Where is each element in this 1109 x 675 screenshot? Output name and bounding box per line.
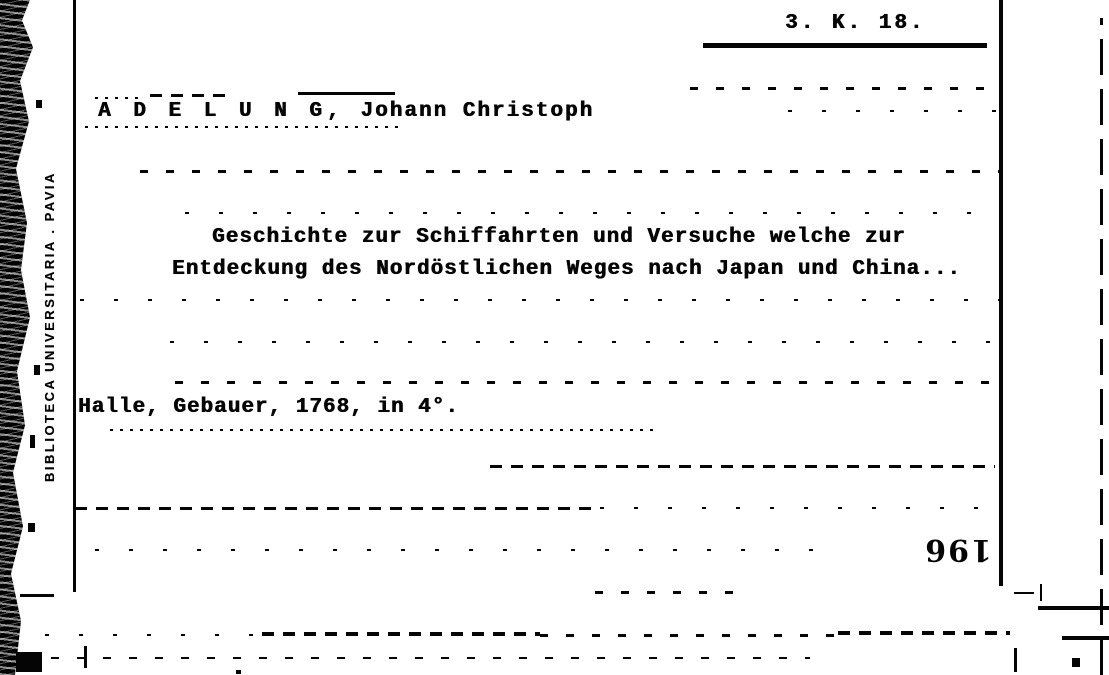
guide-line	[110, 429, 660, 431]
heading-overbar	[95, 97, 145, 99]
edge-artifact	[540, 634, 838, 637]
ink-speck	[16, 652, 42, 672]
heading-underline	[85, 126, 400, 128]
title-line-2: Entdeckung des Nordöstlichen Weges nach Japan und China...	[172, 258, 961, 281]
edge-artifact	[25, 657, 810, 659]
guide-line	[140, 170, 1000, 173]
guide-line	[595, 591, 750, 594]
edge-artifact	[20, 594, 54, 597]
edge-artifact	[1040, 584, 1042, 601]
edge-artifact	[1038, 606, 1109, 610]
title-line-1: Geschichte zur Schiffahrten und Versuche welche zur	[212, 226, 906, 249]
ink-speck	[34, 365, 40, 375]
author-surname: A D E L U N G,	[98, 100, 345, 123]
guide-line	[170, 341, 1000, 343]
call-number: 3. K. 18.	[785, 12, 926, 35]
ink-speck	[28, 523, 35, 532]
card-left-rule	[73, 0, 76, 592]
author-heading	[98, 100, 594, 123]
guide-line	[95, 549, 835, 551]
guide-line	[75, 507, 595, 510]
call-number-underline	[703, 43, 987, 48]
ink-speck	[1072, 658, 1080, 667]
heading-overbar	[298, 92, 395, 95]
library-stamp: BIBLIOTECA UNIVERSITARIA . PAVIA	[42, 171, 57, 482]
edge-artifact	[45, 634, 260, 636]
adjacent-card-edge	[1100, 18, 1103, 675]
guide-line	[185, 212, 1000, 214]
edge-artifact	[838, 631, 1010, 635]
guide-line	[490, 465, 995, 468]
edge-artifact	[84, 646, 87, 668]
imprint-line: Halle, Gebauer, 1768, in 4°.	[78, 396, 459, 419]
heading-overbar	[150, 94, 230, 97]
edge-artifact	[1062, 636, 1109, 640]
edge-artifact	[1014, 648, 1017, 672]
guide-line	[175, 381, 1000, 384]
ink-speck	[236, 670, 241, 674]
inverted-accession-number: 196	[923, 532, 992, 567]
guide-line	[788, 110, 1000, 112]
scan-edge-strip	[0, 0, 34, 675]
author-forename: Johann Christoph	[360, 100, 595, 123]
guide-line	[600, 507, 995, 509]
edge-artifact	[262, 632, 540, 636]
edge-artifact	[1014, 592, 1034, 594]
guide-line	[80, 299, 1000, 301]
guide-line	[690, 87, 1000, 90]
ink-speck	[30, 435, 35, 448]
